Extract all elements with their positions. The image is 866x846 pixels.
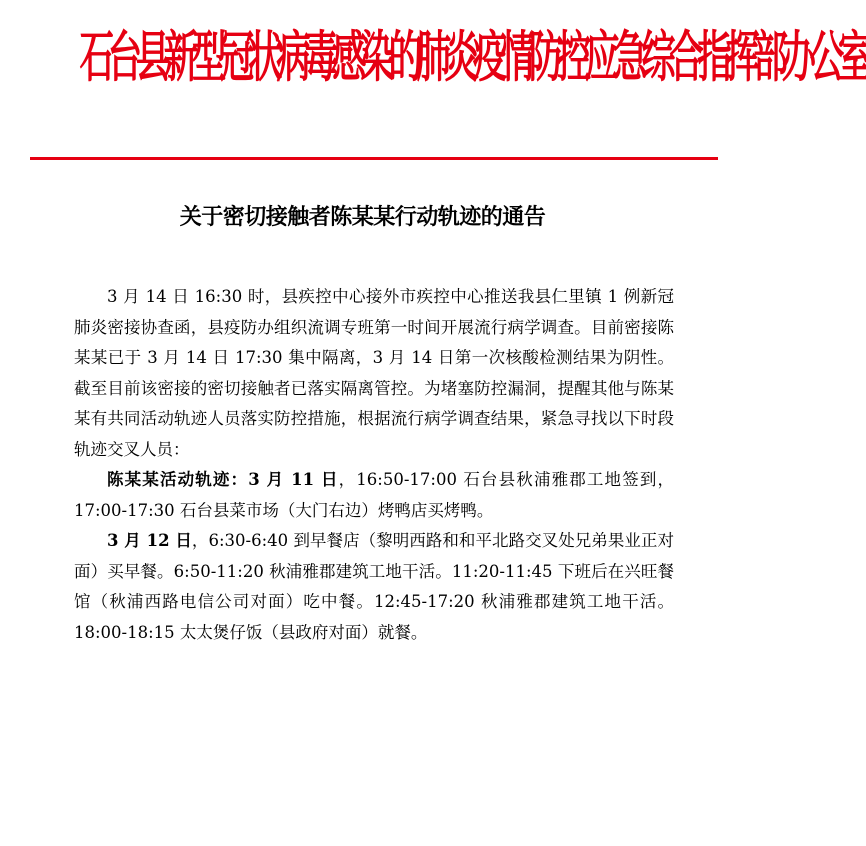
track-day2-paragraph — [74, 526, 674, 648]
red-header-rule — [30, 157, 718, 160]
track-day1-paragraph — [74, 465, 674, 526]
day1-text: ，16:50-17:00 石台县秋浦雅郡工地签到，17:00-17:30 石台县菜市场（大门右边）烤鸭店买烤鸭。 — [74, 470, 675, 520]
day2-date: 3 月 12 日 — [107, 531, 192, 550]
issuing-office-title: 石台县新型冠状病毒感染的肺炎疫情防控应急综合指挥部办公室 — [79, 26, 866, 90]
notice-body — [74, 282, 674, 648]
day1-date: 3 月 11 日 — [248, 470, 339, 489]
day2-text: ，6:30-6:40 到早餐店（黎明西路和和平北路交叉处兄弟果业正对面）买早餐。6:50-11:20 秋浦雅郡建筑工地干活。11:20-11:45 下班后在兴旺餐馆（秋浦西路电信公司对面）吃中餐。12:45-17:20 秋浦雅郡建筑工地干活。18:00-18:15 太太煲仔饭（县政府对面）就餐。 — [74, 531, 674, 642]
intro-paragraph: 3 月 14 日 16:30 时，县疾控中心接外市疾控中心推送我县仁里镇 1 例新冠肺炎密接协查函，县疫防办组织流调专班第一时间开展流行病学调查。目前密接陈某某已于 3 月 14 日 17:30 集中隔离，3 月 14 日第一次核酸检测结果为阴性。截至目前该密接的密切接触者已落实隔离管控。为堵塞防控漏洞，提醒其他与陈某某有共同活动轨迹人员落实防控措施，根据流行病学调查结果，紧急寻找以下时段轨迹交叉人员： — [74, 287, 674, 459]
notice-title: 关于密切接触者陈某某行动轨迹的通告 — [179, 204, 546, 230]
track-label: 陈某某活动轨迹： — [107, 470, 249, 489]
